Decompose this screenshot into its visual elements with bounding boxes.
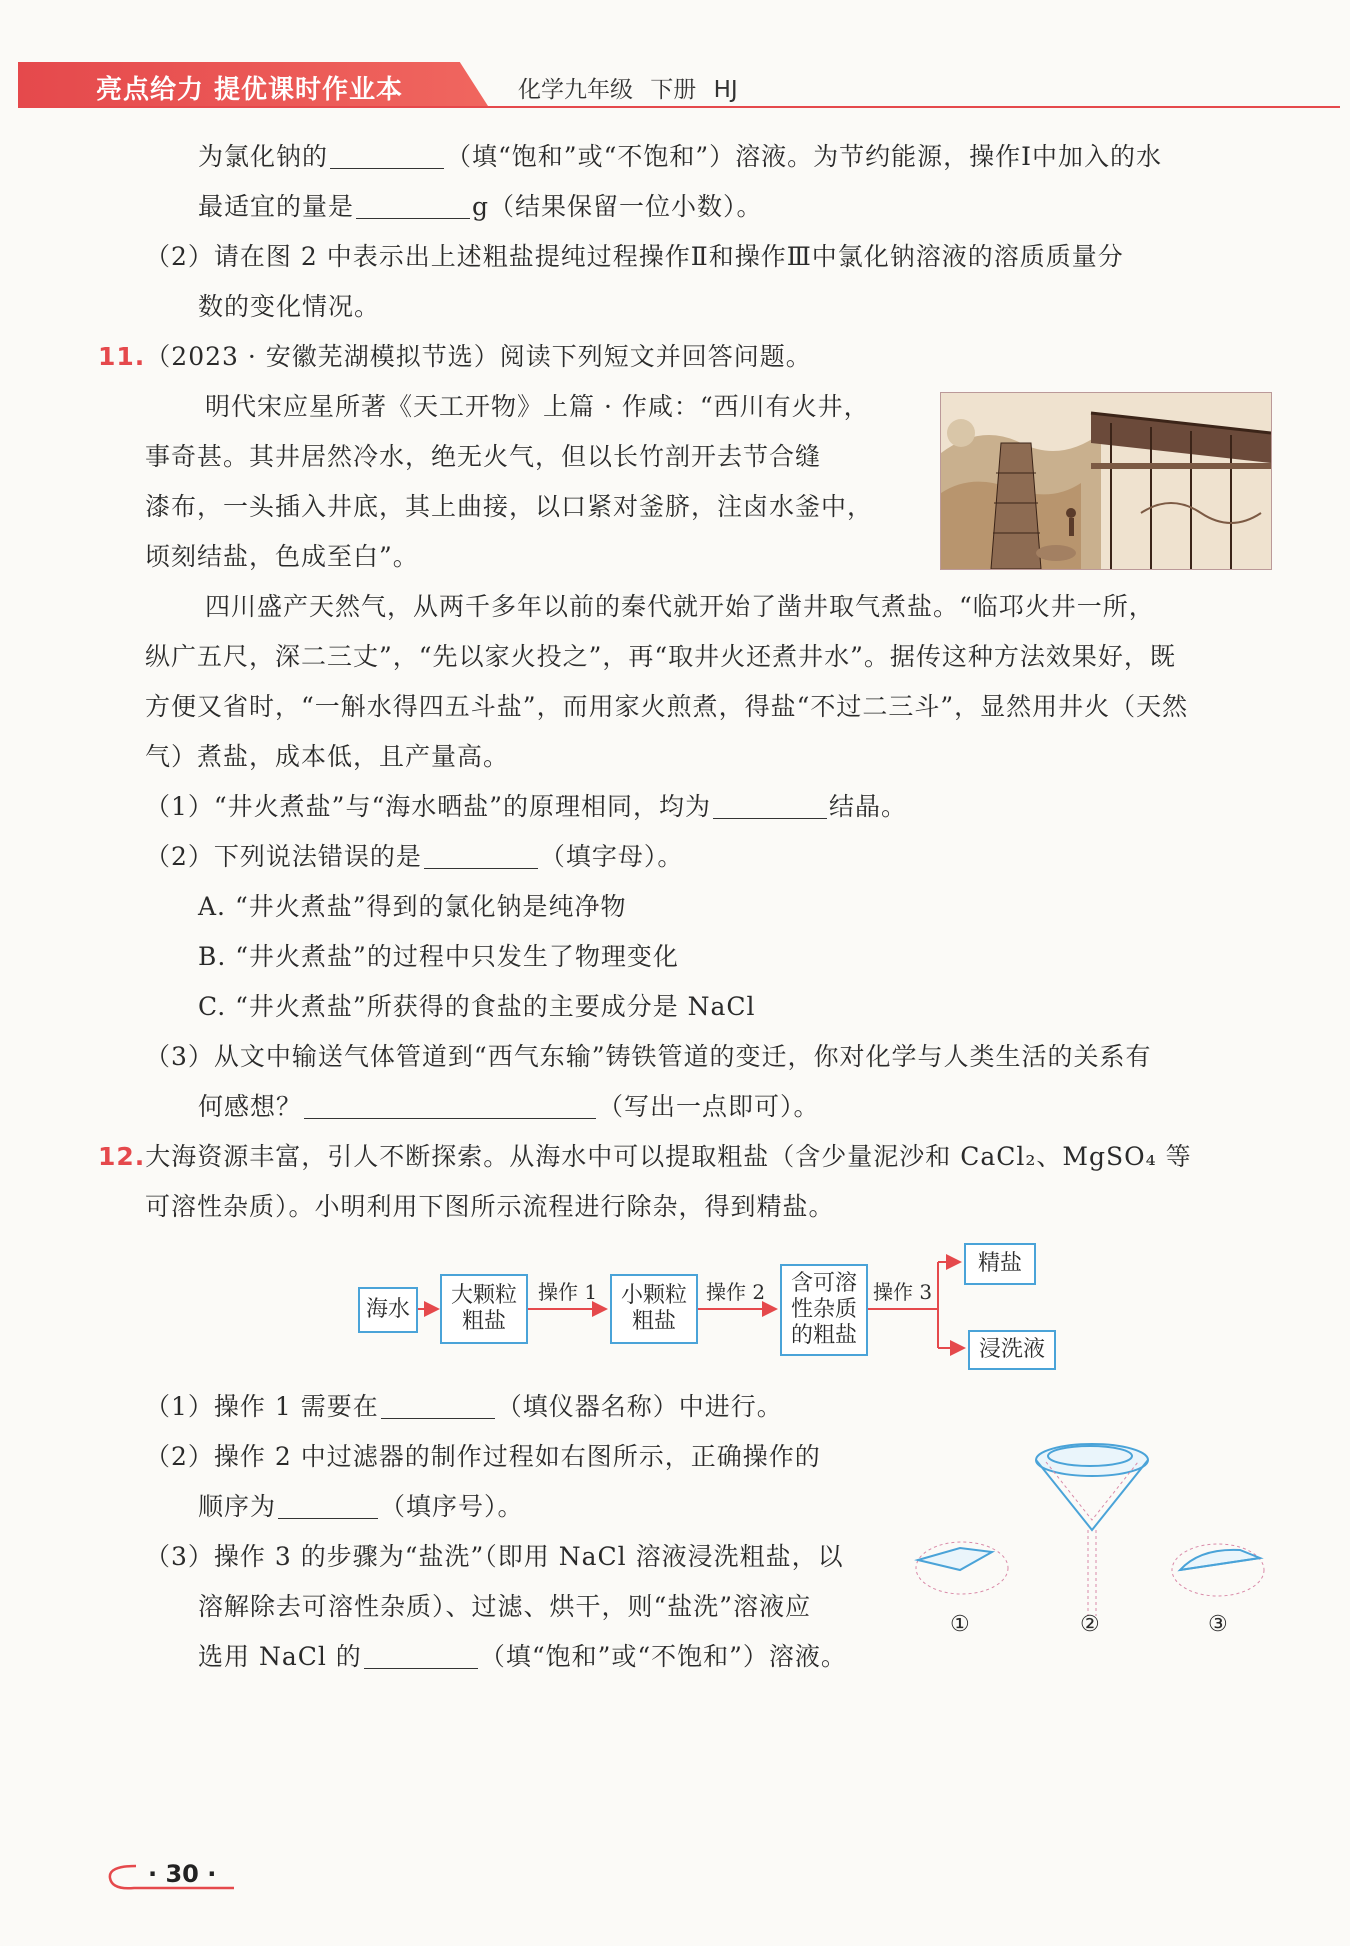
story-line: 气）煮盐，成本低，且产量高。 xyxy=(145,742,510,771)
q12-text: 大海资源丰富，引人不断探索。从海水中可以提取粗盐（含少量泥沙和 CaCl₂、MgSO₄ 等 xyxy=(145,1142,1192,1171)
header-subtitle: 化学九年级 下册 HJ xyxy=(518,77,738,103)
flow-box-wash-liquid: 浸洗液 xyxy=(968,1330,1056,1370)
q12-part1-text: （填仪器名称）中进行。 xyxy=(496,1392,783,1421)
answer-blank[interactable] xyxy=(381,1394,495,1419)
q10-text: 最适宜的量是 xyxy=(198,192,355,221)
q12-part3-text: 选用 NaCl 的 xyxy=(198,1642,362,1671)
flow-text: 的粗盐 xyxy=(790,1323,857,1348)
flow-text: 小颗粒 xyxy=(620,1283,687,1308)
q11-part3-text: （写出一点即可）。 xyxy=(598,1092,820,1121)
flow-text: 粗盐 xyxy=(461,1309,506,1334)
flow-box-seawater: 海水 xyxy=(358,1287,418,1333)
q10-text: 为氯化钠的 xyxy=(198,142,329,171)
q12-part2-text: （填序号）。 xyxy=(380,1492,524,1521)
q11-part2-text: （填字母）。 xyxy=(539,842,684,871)
q11-part3-line1: （3）从文中输送气体管道到“西气东输”铸铁管道的变迁，你对化学与人类生活的关系有 xyxy=(145,1042,1152,1071)
flow-label-op1: 操作 1 xyxy=(538,1280,598,1304)
q10-text: g（结果保留一位小数）。 xyxy=(472,192,763,221)
q11-intro: （2023 · 安徽芜湖模拟节选）阅读下列短文并回答问题。 xyxy=(145,342,812,371)
answer-blank[interactable] xyxy=(364,1644,478,1669)
q12-part2-text: 顺序为 xyxy=(198,1492,277,1521)
filter-folding-figure xyxy=(900,1420,1280,1660)
flow-text: 大颗粒 xyxy=(450,1283,517,1308)
step-label-1: ① xyxy=(950,1612,970,1637)
step-label-2: ② xyxy=(1080,1612,1100,1637)
question-number: 12. xyxy=(98,1142,146,1171)
header-brand: 亮点给力 提优课时作业本 xyxy=(96,75,404,105)
q11-part2-text: （2）下列说法错误的是 xyxy=(145,842,422,871)
flow-text: 性杂质 xyxy=(790,1297,857,1322)
question-number: 11. xyxy=(98,342,146,371)
q12-part3-line1: （3）操作 3 的步骤为“盐洗”（即用 NaCl 溶液浸洗粗盐，以 xyxy=(145,1542,844,1571)
option-a: A. “井火煮盐”得到的氯化钠是纯净物 xyxy=(198,892,627,921)
story-line: 顷刻结盐，色成至白”。 xyxy=(145,542,419,571)
q12-part3-line2: 溶解除去可溶性杂质）、过滤、烘干，则“盐洗”溶液应 xyxy=(198,1592,812,1621)
answer-blank[interactable] xyxy=(278,1494,378,1519)
q12-part3-text: （填“饱和”或“不饱和”）溶液。 xyxy=(479,1642,847,1671)
q11-part1-text: 结晶。 xyxy=(829,792,908,821)
flow-label-op2: 操作 2 xyxy=(706,1280,766,1304)
q12-part2-line1: （2）操作 2 中过滤器的制作过程如右图所示，正确操作的 xyxy=(145,1442,821,1471)
flow-text: 粗盐 xyxy=(631,1309,676,1334)
option-c: C. “井火煮盐”所获得的食盐的主要成分是 NaCl xyxy=(198,992,756,1021)
step-label-3: ③ xyxy=(1208,1612,1228,1637)
story-line: 漆布，一头插入井底，其上曲接，以口紧对釜脐，注卤水釜中， xyxy=(145,492,874,521)
q12-part2-line2 xyxy=(198,1490,524,1524)
q12-part1 xyxy=(145,1390,783,1424)
q10-part2-line2: 数的变化情况。 xyxy=(198,292,381,321)
flow-box-large-salt xyxy=(440,1274,528,1344)
q11-part3-text: 何感想？ xyxy=(198,1092,303,1121)
q11-part1-text: （1）“井火煮盐”与“海水晒盐”的原理相同，均为 xyxy=(145,792,712,821)
flow-box-impure-salt xyxy=(780,1264,868,1356)
q12-part3-line3 xyxy=(198,1640,847,1674)
option-b: B. “井火煮盐”的过程中只发生了物理变化 xyxy=(198,942,679,971)
flow-text: 含可溶 xyxy=(790,1271,857,1296)
q12-line2: 可溶性杂质）。小明利用下图所示流程进行除杂，得到精盐。 xyxy=(145,1192,835,1221)
flow-box-small-salt xyxy=(610,1274,698,1344)
flow-box-refined-salt: 精盐 xyxy=(964,1243,1036,1285)
story-line: 事奇甚。其井居然冷水，绝无火气，但以长竹剖开去节合缝 xyxy=(145,442,822,471)
story-line: 方便又省时，“一斛水得四五斗盐”，而用家火煎煮，得盐“不过二三斗”，显然用井火（天然 xyxy=(145,692,1189,721)
page-number: · 30 · xyxy=(148,1860,217,1888)
flow-label-op3: 操作 3 xyxy=(873,1280,933,1304)
story-line: 纵广五尺，深二三丈”，“先以家火投之”，再“取井火还煮井水”。据传这种方法效果好，既 xyxy=(145,642,1176,671)
q10-part2-line1: （2）请在图 2 中表示出上述粗盐提纯过程操作Ⅱ和操作Ⅲ中氯化钠溶液的溶质质量分 xyxy=(145,242,1124,271)
story-line: 明代宋应星所著《天工开物》上篇 · 作咸：“西川有火井， xyxy=(205,392,870,421)
q10-text: （填“饱和”或“不饱和”）溶液。为节约能源，操作Ⅰ中加入的水 xyxy=(446,142,1163,171)
story-line: 四川盛产天然气，从两千多年以前的秦代就开始了凿井取气煮盐。“临邛火井一所， xyxy=(205,592,1155,621)
q12-part1-text: （1）操作 1 需要在 xyxy=(145,1392,379,1421)
